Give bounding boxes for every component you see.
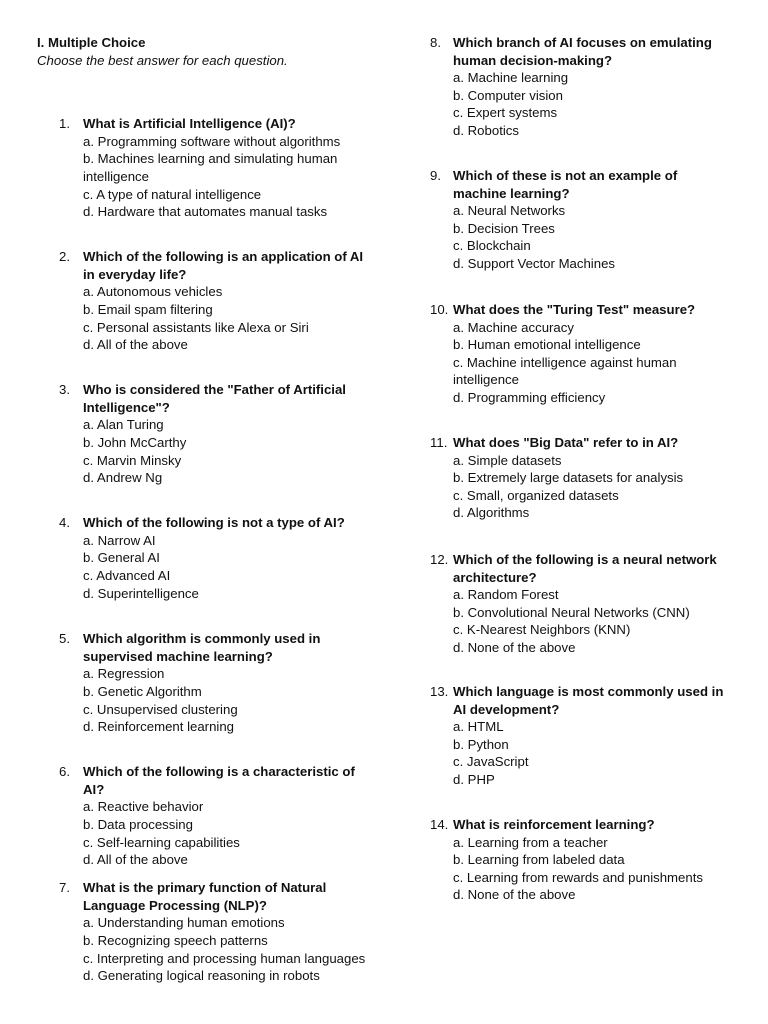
question-item	[37, 630, 377, 736]
answer-option: c. Advanced AI	[83, 567, 171, 583]
question-item	[430, 167, 730, 273]
question-body	[453, 551, 730, 657]
question-number: 4.	[59, 515, 70, 531]
question-item	[430, 551, 730, 657]
answer-option: d. Programming efficiency	[453, 389, 606, 405]
answer-option: b. Genetic Algorithm	[83, 683, 202, 699]
question-text: Which of the following is not a type of AI?	[83, 515, 345, 531]
answer-option: c. Self-learning capabilities	[83, 834, 240, 850]
question-item	[430, 301, 730, 407]
answer-option: d. PHP	[453, 771, 495, 787]
question-item	[37, 879, 377, 985]
question-text: What is the primary function of Natural Language Processing (NLP)?	[83, 880, 327, 913]
answer-option: c. Small, organized datasets	[453, 487, 619, 503]
question-body	[70, 381, 377, 487]
question-number: 9.	[430, 168, 441, 183]
question-text: Who is considered the "Father of Artificial Intelligence"?	[83, 382, 346, 415]
answer-option: b. Extremely large datasets for analysis	[453, 470, 684, 486]
answer-option: a. Programming software without algorithms	[83, 133, 341, 149]
answer-option: c. Expert systems	[453, 105, 558, 121]
answer-option: c. A type of natural intelligence	[83, 186, 262, 202]
answer-option: c. Interpreting and processing human languages	[83, 950, 366, 966]
answer-option: d. Robotics	[453, 122, 519, 138]
answer-option: c. Unsupervised clustering	[83, 701, 238, 717]
question-item	[430, 816, 730, 904]
answer-option: b. Computer vision	[453, 87, 563, 103]
question-item	[430, 683, 730, 789]
answer-option: b. Convolutional Neural Networks (CNN)	[453, 604, 690, 620]
answer-option: d. All of the above	[83, 852, 188, 868]
answer-option: a. Alan Turing	[83, 417, 164, 433]
answer-option: c. Marvin Minsky	[83, 452, 182, 468]
answer-option: d. All of the above	[83, 337, 188, 353]
answer-option: b. Data processing	[83, 816, 193, 832]
left-column	[37, 34, 377, 984]
answer-option: d. Hardware that automates manual tasks	[83, 204, 328, 220]
question-item	[37, 514, 377, 602]
question-text: Which language is most commonly used in AI development?	[453, 684, 724, 717]
answer-option: d. Andrew Ng	[83, 470, 163, 486]
question-body	[453, 434, 730, 522]
answer-option: c. Personal assistants like Alexa or Siri	[83, 319, 309, 335]
question-item	[430, 34, 730, 140]
question-body	[70, 115, 377, 221]
answer-option: c. K-Nearest Neighbors (KNN)	[453, 622, 631, 638]
question-text: Which branch of AI focuses on emulating human decision-making?	[453, 35, 712, 68]
answer-option: c. Learning from rewards and punishments	[453, 869, 703, 885]
answer-option: a. Regression	[83, 666, 165, 682]
question-item	[37, 763, 377, 869]
answer-option: a. HTML	[453, 719, 504, 735]
section-title: I. Multiple Choice	[37, 35, 146, 50]
answer-option: a. Learning from a teacher	[453, 834, 608, 850]
question-body	[70, 630, 377, 736]
answer-option: b. General AI	[83, 550, 160, 566]
section-instruction: Choose the best answer for each question.	[37, 52, 288, 68]
question-number: 10.	[430, 302, 449, 317]
answer-option: b. Email spam filtering	[83, 301, 213, 317]
question-item	[37, 248, 377, 354]
question-text: What does "Big Data" refer to in AI?	[453, 435, 679, 450]
answer-option: b. Python	[453, 736, 509, 752]
question-number: 5.	[59, 631, 70, 647]
answer-option: a. Random Forest	[453, 587, 559, 603]
answer-option: d. None of the above	[453, 887, 576, 903]
question-text: Which of the following is an application of AI in everyday life?	[83, 249, 364, 282]
question-body	[70, 514, 377, 602]
question-body	[70, 763, 377, 869]
question-text: What is Artificial Intelligence (AI)?	[83, 116, 296, 132]
answer-option: a. Narrow AI	[83, 532, 156, 548]
answer-option: c. JavaScript	[453, 754, 529, 770]
question-body	[70, 248, 377, 354]
answer-option: d. Superintelligence	[83, 585, 199, 601]
question-body	[453, 301, 730, 407]
answer-option: c. Blockchain	[453, 238, 531, 254]
answer-option: d. Reinforcement learning	[83, 719, 235, 735]
answer-option: b. John McCarthy	[83, 434, 187, 450]
question-text: Which of the following is a characteristic of AI?	[83, 764, 355, 797]
answer-option: d. Support Vector Machines	[453, 255, 616, 271]
answer-option: d. Algorithms	[453, 505, 530, 521]
answer-option: a. Understanding human emotions	[83, 915, 285, 931]
question-text: What does the "Turing Test" measure?	[453, 302, 696, 317]
question-body	[453, 683, 730, 789]
question-number: 3.	[59, 382, 70, 398]
question-body	[70, 879, 377, 985]
question-number: 1.	[59, 116, 70, 132]
answer-option: b. Learning from labeled data	[453, 852, 625, 868]
answer-option: b. Decision Trees	[453, 220, 555, 236]
question-body	[453, 34, 730, 140]
question-item	[37, 381, 377, 487]
answer-option: d. None of the above	[453, 639, 576, 655]
question-body	[453, 167, 730, 273]
question-item	[430, 434, 730, 522]
question-text: Which of these is not an example of machine learning?	[453, 168, 678, 201]
answer-option: b. Human emotional intelligence	[453, 337, 641, 353]
question-number: 6.	[59, 764, 70, 780]
answer-option: a. Reactive behavior	[83, 799, 204, 815]
question-text: Which of the following is a neural network architecture?	[453, 552, 717, 585]
answer-option: d. Generating logical reasoning in robots	[83, 968, 320, 984]
question-number: 14.	[430, 817, 449, 832]
answer-option: a. Simple datasets	[453, 452, 562, 468]
answer-option: b. Machines learning and simulating human intelligence	[83, 151, 338, 184]
question-number: 2.	[59, 249, 70, 265]
answer-option: b. Recognizing speech patterns	[83, 932, 268, 948]
question-number: 13.	[430, 684, 449, 699]
question-body	[453, 816, 730, 904]
question-text: What is reinforcement learning?	[453, 817, 655, 832]
answer-option: a. Autonomous vehicles	[83, 284, 223, 300]
question-number: 12.	[430, 552, 449, 567]
question-item	[37, 115, 377, 221]
answer-option: a. Machine learning	[453, 70, 569, 86]
question-number: 11.	[430, 435, 448, 450]
question-text: Which algorithm is commonly used in supervised machine learning?	[83, 631, 321, 664]
answer-option: a. Machine accuracy	[453, 319, 574, 335]
question-number: 8.	[430, 35, 441, 50]
answer-option: a. Neural Networks	[453, 203, 566, 219]
question-number: 7.	[59, 880, 70, 896]
answer-option: c. Machine intelligence against human intelligence	[453, 354, 677, 388]
